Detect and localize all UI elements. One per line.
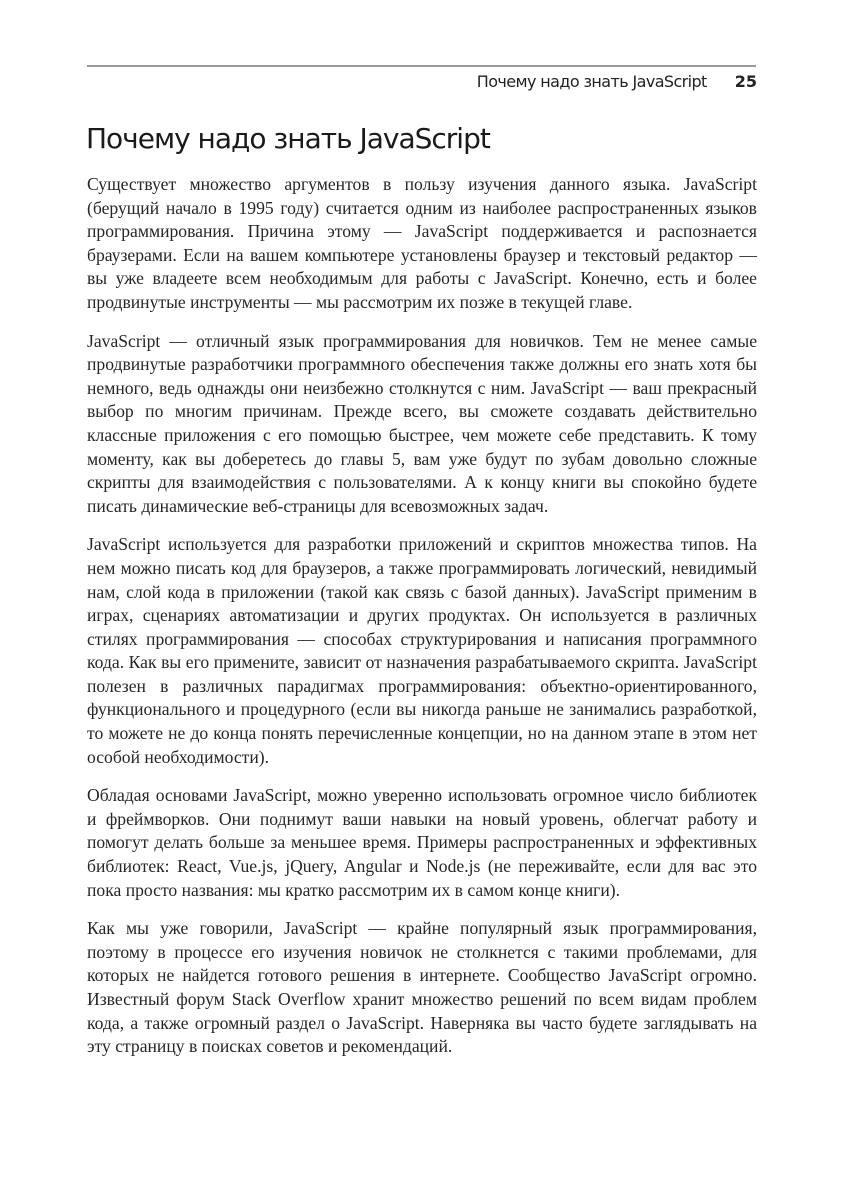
body-text <box>87 173 757 1074</box>
running-header <box>477 72 757 91</box>
paragraph-5: Как мы уже говорили, JavaScript — крайне популярный язык программирования, поэтому в процессе его изучения новичок не столкнется с такими проблемами, для которых не найдется готового решения в интернете. Сообщество JavaScript огромно. Известный форум Stack Overflow хранит множество решений по всем видам проблем кода, а также огромный раздел о JavaScript. Наверняка вы часто будете заглядывать на эту страницу в поисках советов и рекомендаций. <box>87 918 757 1057</box>
section-title: Почему надо знать JavaScript <box>86 122 490 155</box>
paragraph-1: Существует множество аргументов в пользу изучения данного языка. JavaScript (берущий начало в 1995 году) считается одним из наиболее распространенных языков программирования. Причина этому — JavaScript поддерживается и распознается браузерами. Если на вашем компьютере установлены браузер и текстовый редактор — вы уже владеете всем необходимым для работы с JavaScript. Конечно, есть и более продвинутые инструменты — мы рассмотрим их позже в текущей главе. <box>87 174 757 312</box>
paragraph-4: Обладая основами JavaScript, можно уверенно использовать огромное число библиотек и фреймворков. Они поднимут ваши навыки на новый уровень, облегчат работу и помогут делать больше за меньшее время. Примеры распространенных и эффективных библиотек: React, Vue.js, jQuery, Angular и Node.js (не переживайте, если для вас это пока просто названия: мы кратко рассмотрим их в самом конце книги). <box>87 785 757 900</box>
paragraph-2: JavaScript — отличный язык программирования для новичков. Тем не менее самые продвинутые разработчики программного обеспечения также должны его знать хотя бы немного, ведь однажды они неизбежно столкнутся с ним. JavaScript — ваш прекрасный выбор по многим причинам. Прежде всего, вы сможете создавать действительно классные приложения с его помощью быстрее, чем можете себе представить. К тому моменту, как вы доберетесь до главы 5, вам уже будут по зубам довольно сложные скрипты для взаимодействия с пользователями. А к концу книги вы спокойно будете писать динамические веб-страницы для всевозможных задач. <box>87 330 757 516</box>
page-number: 25 <box>734 72 757 91</box>
running-title: Почему надо знать JavaScript <box>476 72 707 91</box>
header-rule <box>87 65 756 67</box>
paragraph-3: JavaScript используется для разработки приложений и скриптов множества типов. На нем можно писать код для браузеров, а также программировать логический, невидимый нам, слой кода в приложении (такой как связь с базой данных). JavaScript применим в играх, сценариях автоматизации и других продуктах. Он используется в различных стилях программирования — способах структурирования и написания программного кода. Как вы его примените, зависит от назначения разрабатываемого скрипта. JavaScript полезен в различных парадигмах программирования: объектно-ориентированного, функционального и процедурного (если вы никогда раньше не занимались разработкой, то можете не до конца понять перечисленные концепции, но на данном этапе в этом нет особой необходимости). <box>87 534 757 767</box>
